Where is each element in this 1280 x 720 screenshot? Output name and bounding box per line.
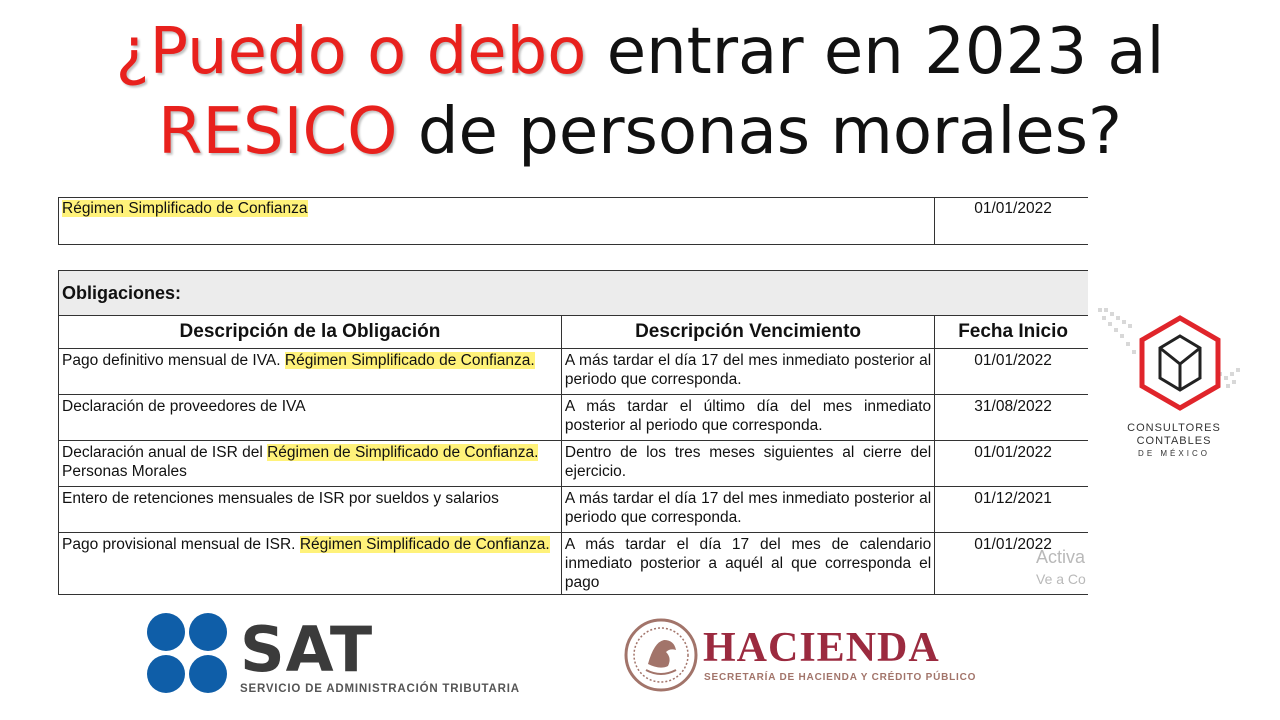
obligation-start-date: 01/01/2022 (935, 349, 1092, 395)
obligation-description (59, 533, 562, 595)
obligation-due: A más tardar el día 17 del mes inmediato posterior al periodo que corresponda. (561, 487, 934, 533)
obligation-row (59, 441, 1092, 487)
consultores-line-3: DE MÉXICO (1138, 449, 1210, 458)
obligation-description-tail: Personas Morales (62, 463, 187, 480)
obligation-start-date: 01/01/2022 (935, 441, 1092, 487)
obligation-description-text: Entero de retenciones mensuales de ISR por sueldos y salarios (62, 490, 499, 507)
obligation-row (59, 395, 1092, 441)
obligations-body (59, 349, 1092, 595)
obligation-description (59, 487, 562, 533)
obligation-description-highlight: Régimen de Simplificado de Confianza. (267, 444, 539, 461)
obligation-due: A más tardar el día 17 del mes de calendario inmediato posterior a aquél al que corresponda el pago (561, 533, 934, 595)
obligation-description (59, 349, 562, 395)
watermark-line-1: Activa (1036, 547, 1086, 567)
mexico-coat-of-arms-icon (624, 618, 698, 692)
obligation-row (59, 487, 1092, 533)
obligation-start-date: 01/12/2021 (935, 487, 1092, 533)
obligation-description-highlight: Régimen Simplificado de Confianza. (284, 352, 535, 369)
title-text-1: entrar en 2023 al (586, 15, 1165, 89)
watermark-line-2: Ve a Co (1036, 571, 1086, 587)
header-fecha: Fecha Inicio (935, 316, 1092, 349)
slide-title (0, 12, 1280, 172)
obligation-description-highlight: Régimen Simplificado de Confianza. (299, 536, 550, 553)
obligation-due: A más tardar el día 17 del mes inmediato posterior al periodo que corresponda. (561, 349, 934, 395)
regime-table (58, 197, 1092, 245)
obligations-table (58, 270, 1092, 595)
obligation-due: A más tardar el último día del mes inmediato posterior al periodo que corresponda. (561, 395, 934, 441)
obligation-row (59, 349, 1092, 395)
title-line-1 (0, 12, 1280, 92)
activation-watermark (1036, 546, 1096, 590)
obligation-start-date: 31/08/2022 (935, 395, 1092, 441)
obligation-start-date: 01/01/2022 (935, 533, 1092, 595)
obligation-description-text: Declaración de proveedores de IVA (62, 398, 306, 415)
header-descripcion: Descripción de la Obligación (59, 316, 562, 349)
obligation-description (59, 395, 562, 441)
title-text-2: de personas morales? (397, 95, 1122, 169)
title-highlight-1: ¿Puedo o debo (115, 15, 587, 89)
obligations-section-row (59, 271, 1092, 316)
obligation-row (59, 533, 1092, 595)
title-highlight-2: RESICO (158, 95, 398, 169)
obligations-section-title: Obligaciones: (59, 271, 1092, 316)
title-line-2 (0, 92, 1280, 172)
obligation-description-text: Declaración anual de ISR del (62, 444, 268, 461)
obligation-description-text: Pago definitivo mensual de IVA. (62, 352, 285, 369)
hacienda-logo-word: HACIENDA (703, 625, 940, 671)
regime-date: 01/01/2022 (935, 198, 1092, 245)
obligation-description (59, 441, 562, 487)
sat-logo-word: SAT (240, 613, 374, 686)
obligations-header-row (59, 316, 1092, 349)
obligation-due: Dentro de los tres meses siguientes al cierre del ejercicio. (561, 441, 934, 487)
hacienda-logo-subtitle: SECRETARÍA DE HACIENDA Y CRÉDITO PÚBLICO (704, 672, 977, 683)
header-vencimiento: Descripción Vencimiento (561, 316, 934, 349)
consultores-line-2: CONTABLES (1136, 435, 1212, 447)
regime-name-cell (59, 198, 935, 245)
consultores-line-1: CONSULTORES (1127, 422, 1221, 434)
regime-row (59, 198, 1092, 245)
regime-name: Régimen Simplificado de Confianza (62, 200, 308, 217)
consultores-logo-text (1115, 422, 1233, 459)
sat-logo-subtitle: SERVICIO DE ADMINISTRACIÓN TRIBUTARIA (240, 683, 520, 695)
obligation-description-text: Pago provisional mensual de ISR. (62, 536, 300, 553)
